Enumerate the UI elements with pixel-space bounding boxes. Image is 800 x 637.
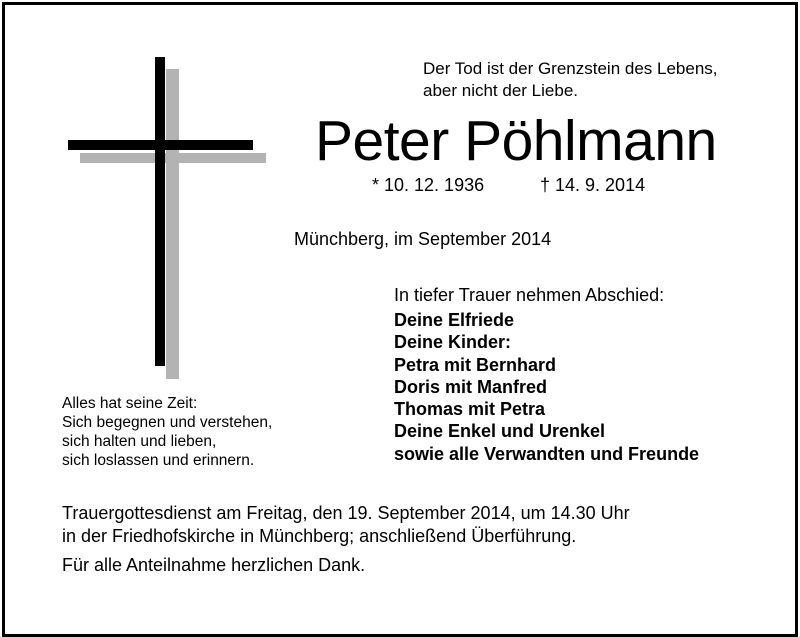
mourning-heading: In tiefer Trauer nehmen Abschied: <box>394 285 665 305</box>
place-date: Münchberg, im September 2014 <box>294 229 552 249</box>
verse <box>62 394 272 470</box>
motto <box>423 58 718 102</box>
cross-horizontal <box>68 140 253 150</box>
service-line: in der Friedhofskirche in Münchberg; anschließend Überführung. <box>62 526 577 546</box>
funeral-service-info <box>62 502 630 548</box>
mourner: sowie alle Verwandten und Freunde <box>394 443 700 464</box>
mourner: Deine Elfriede <box>394 310 515 330</box>
verse-line: sich loslassen und erinnern. <box>62 452 255 469</box>
service-line: Trauergottesdienst am Freitag, den 19. September 2014, um 14.30 Uhr <box>62 503 630 523</box>
mourner: Petra mit Bernhard <box>394 354 557 375</box>
motto-line: Der Tod ist der Grenzstein des Lebens, <box>423 59 718 78</box>
cross-shadow-vertical <box>166 69 179 379</box>
deceased-name: Peter Pöhlmann <box>315 109 717 173</box>
birth-date: * 10. 12. 1936 <box>372 175 485 195</box>
cross-vertical <box>155 57 165 366</box>
verse-line: sich halten und lieben, <box>62 433 217 450</box>
thanks-note: Für alle Anteilnahme herzlichen Dank. <box>62 555 366 575</box>
death-date: † 14. 9. 2014 <box>540 175 646 195</box>
mourners-list <box>394 309 699 465</box>
mourner: Deine Enkel und Urenkel <box>394 421 606 442</box>
verse-line: Alles hat seine Zeit: <box>62 395 198 412</box>
mourner: Doris mit Manfred <box>394 376 548 397</box>
mourner: Deine Kinder: <box>394 332 512 353</box>
verse-line: Sich begegnen und verstehen, <box>62 414 273 431</box>
motto-line: aber nicht der Liebe. <box>423 81 578 100</box>
cross-shadow-horizontal <box>80 153 266 163</box>
mourner: Thomas mit Petra <box>394 399 546 420</box>
